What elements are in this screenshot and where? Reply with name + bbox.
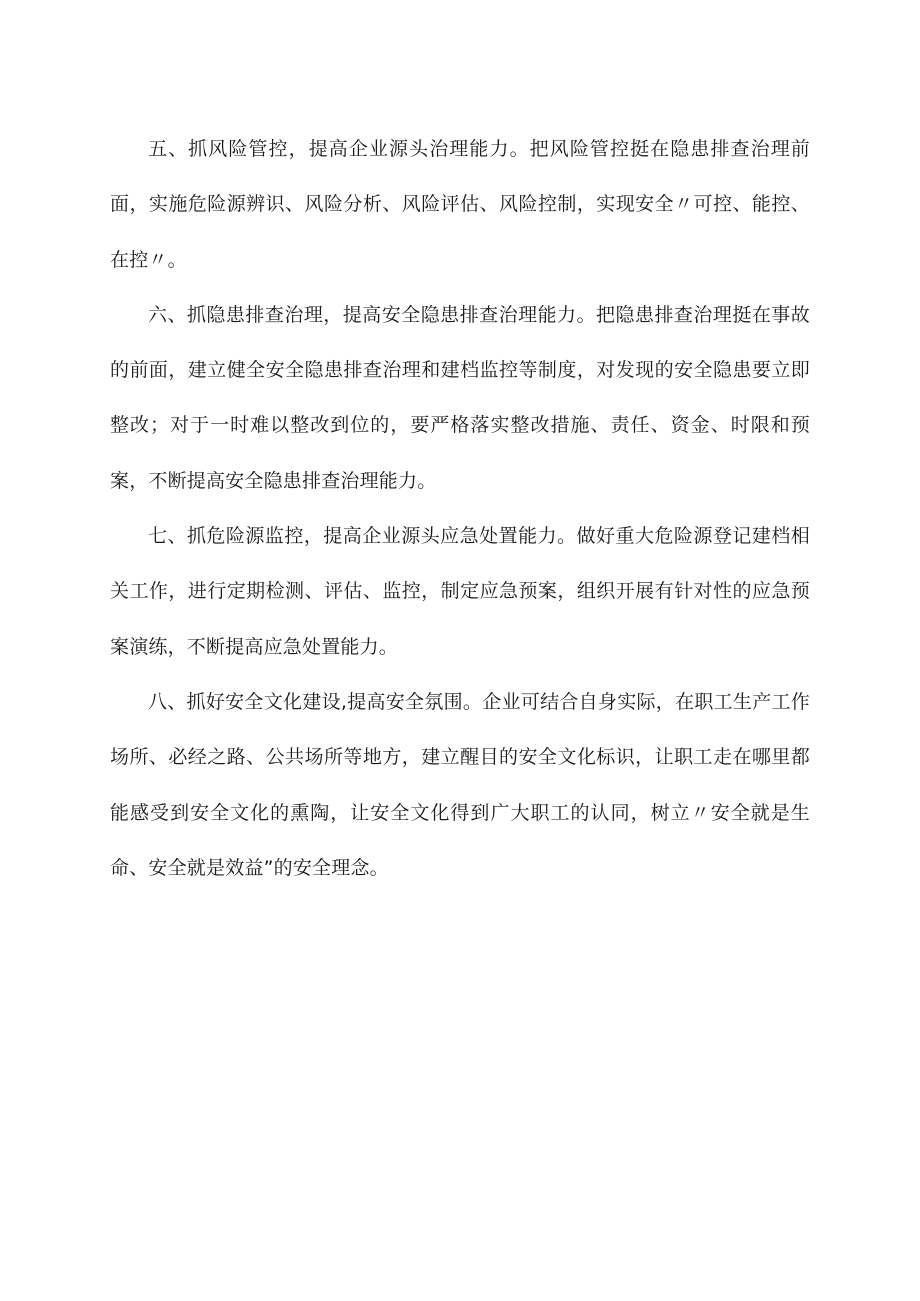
paragraph-risk-control: 五、抓风险管控，提高企业源头治理能力。把风险管控挺在隐患排查治理前面，实施危险源辨识、风险分析、风险评估、风险控制，实现安全〃可控、能控、在控〃。 (110, 138, 810, 271)
document-body (110, 122, 810, 896)
paragraph-hazard-investigation: 六、抓隐患排查治理，提高安全隐患排查治理能力。把隐患排查治理挺在事故的前面，建立健全安全隐患排查治理和建档监控等制度，对发现的安全隐患要立即整改；对于一时难以整改到位的，要严格落实整改措施、责任、资金、时限和预案，不断提高安全隐患排查治理能力。 (110, 303, 810, 492)
paragraph-danger-source-monitoring: 七、抓危险源监控，提高企业源头应急处置能力。做好重大危险源登记建档相关工作，进行定期检测、评估、监控，制定应急预案，组织开展有针对性的应急预案演练，不断提高应急处置能力。 (110, 525, 810, 658)
paragraph-safety-culture: 八、抓好安全文化建设,提高安全氛围。企业可结合自身实际，在职工生产工作场所、必经之路、公共场所等地方，建立醒目的安全文化标识，让职工走在哪里都能感受到安全文化的熏陶，让安全文化得到广大职工的认同，树立〃安全就是生命、安全就是效益”的安全理念。 (110, 690, 810, 879)
